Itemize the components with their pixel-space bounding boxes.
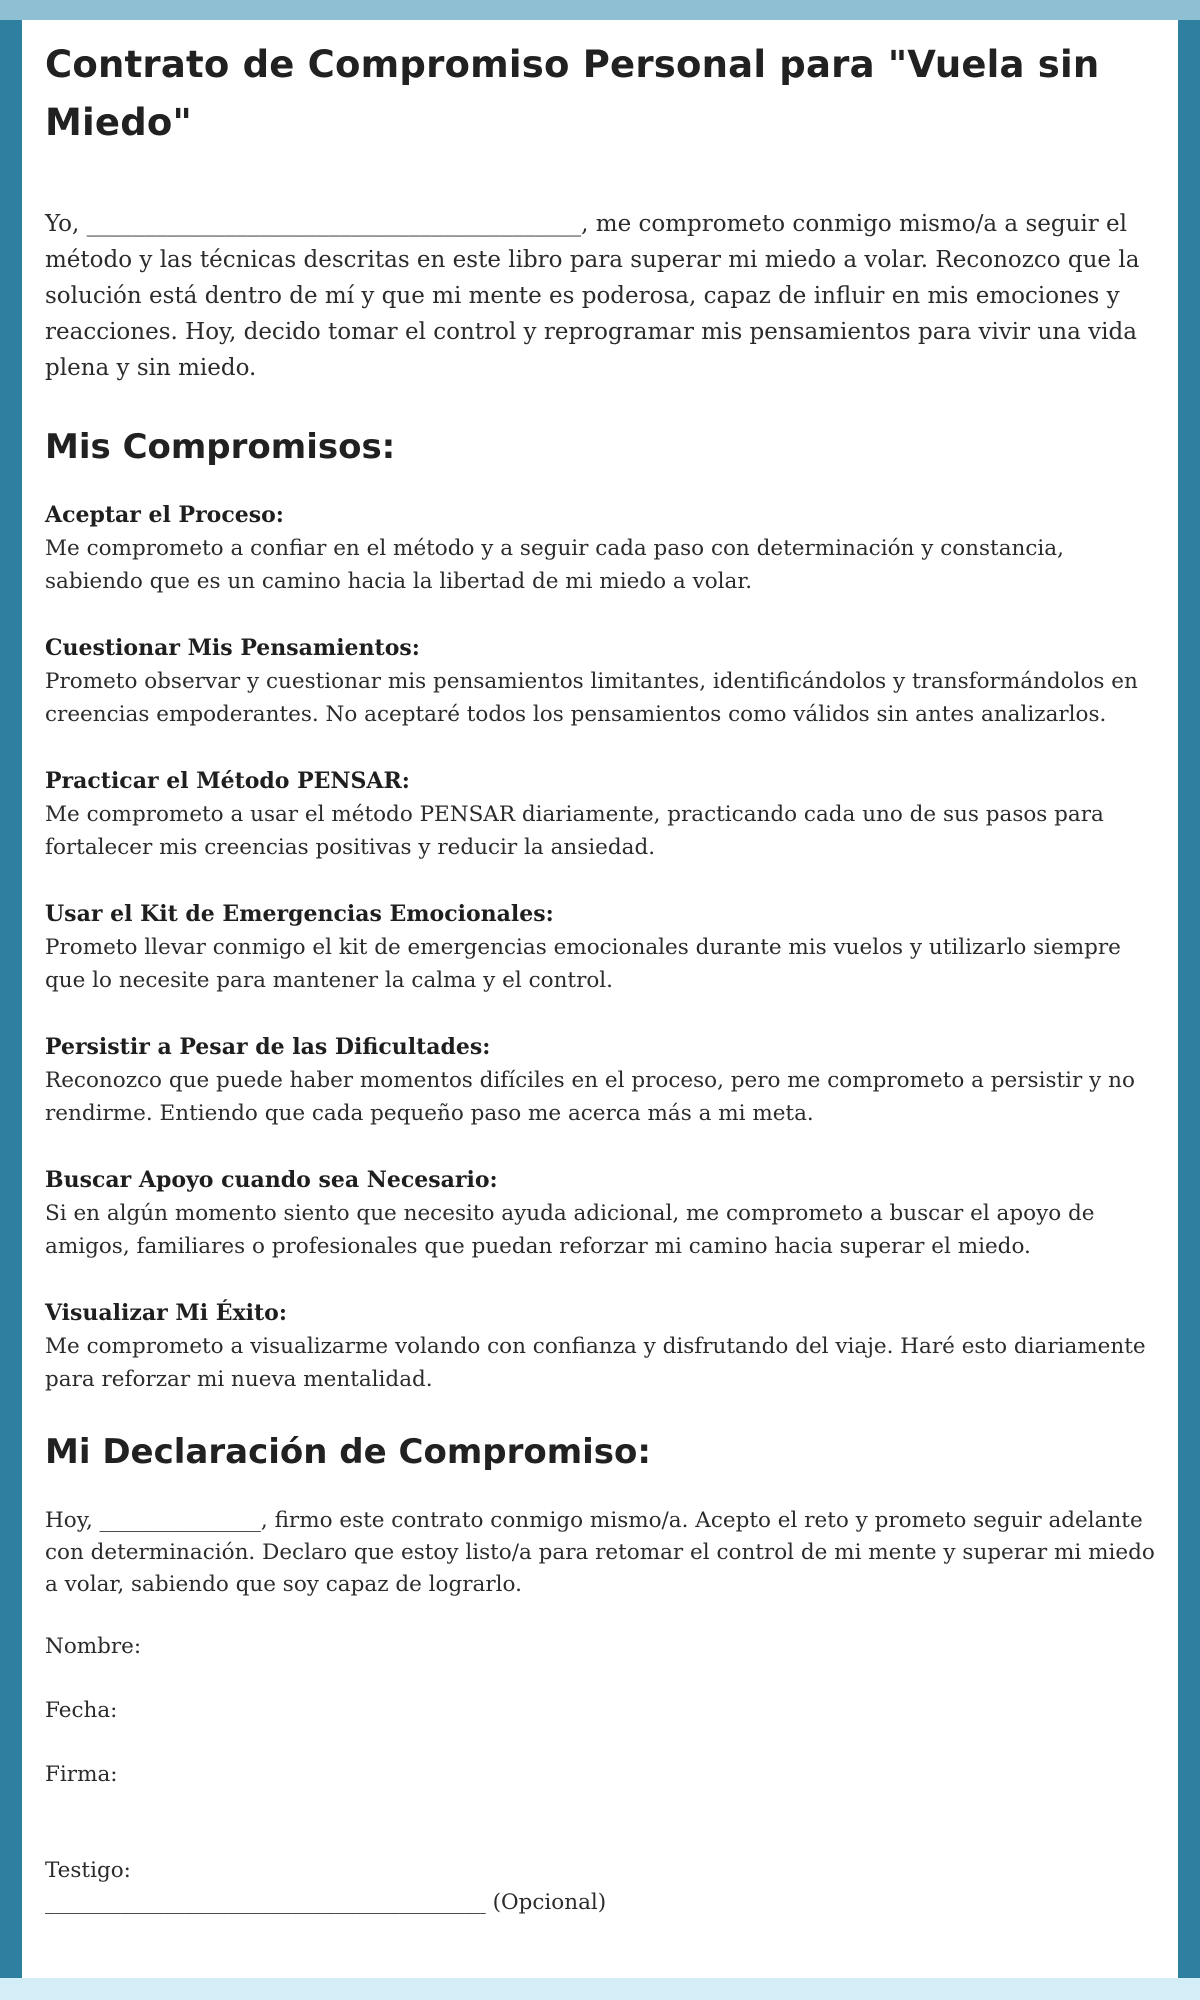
commitments-heading: Mis Compromisos: bbox=[45, 427, 396, 467]
commitment-item bbox=[45, 631, 1155, 731]
commitments-list bbox=[45, 498, 1155, 1396]
commitment-text: Me comprometo a visualizarme volando con confianza y disfrutando del viaje. Haré esto diariamente para reforzar mi nueva mentalidad. bbox=[45, 1334, 1146, 1392]
declaration-heading: Mi Declaración de Compromiso: bbox=[45, 1432, 651, 1472]
commitment-item bbox=[45, 1296, 1155, 1396]
bottom-border bbox=[0, 1978, 1200, 2000]
commitment-item bbox=[45, 1163, 1155, 1263]
top-border bbox=[0, 0, 1200, 20]
name-field-label: Nombre: bbox=[45, 1634, 142, 1659]
date-field-label: Fecha: bbox=[45, 1698, 118, 1723]
commitment-title: Usar el Kit de Emergencias Emocionales: bbox=[45, 901, 554, 927]
document-page bbox=[22, 20, 1178, 1978]
commitment-item bbox=[45, 897, 1155, 997]
left-border bbox=[0, 20, 22, 1980]
witness-signature-line: _________________________________________ (Opcional) bbox=[45, 1890, 607, 1915]
commitment-item bbox=[45, 498, 1155, 598]
right-border bbox=[1178, 20, 1200, 1980]
intro-paragraph: Yo, ___________________________________________, me comprometo conmigo mismo/a a seguir el método y las técnicas descritas en este libro para superar mi miedo a volar. Reconozco que la solución está dentro de mí y que mi mente es poderosa, capaz de influir en mis emociones y reacciones. Hoy, decido tomar el control y reprogramar mis pensamientos para vivir una vida plena y sin miedo. bbox=[45, 211, 1140, 381]
commitment-text: Me comprometo a confiar en el método y a seguir cada paso con determinación y constancia, sabiendo que es un camino hacia la libertad de mi miedo a volar. bbox=[45, 536, 1064, 594]
commitment-title: Buscar Apoyo cuando sea Necesario: bbox=[45, 1167, 498, 1193]
commitment-title: Cuestionar Mis Pensamientos: bbox=[45, 635, 420, 661]
commitment-text: Me comprometo a usar el método PENSAR diariamente, practicando cada uno de sus pasos para fortalecer mis creencias positivas y reducir la ansiedad. bbox=[45, 802, 1104, 860]
declaration-paragraph: Hoy, _______________, firmo este contrato conmigo mismo/a. Acepto el reto y prometo seguir adelante con determinación. Declaro que estoy listo/a para retomar el control de mi mente y superar mi miedo a volar, sabiendo que soy capaz de lograrlo. bbox=[45, 1508, 1155, 1597]
commitment-title: Aceptar el Proceso: bbox=[45, 502, 284, 528]
document-title: Contrato de Compromiso Personal para "Vuela sin Miedo" bbox=[45, 43, 1100, 144]
commitment-title: Persistir a Pesar de las Dificultades: bbox=[45, 1034, 491, 1060]
commitment-item bbox=[45, 1030, 1155, 1130]
commitment-text: Si en algún momento siento que necesito ayuda adicional, me comprometo a buscar el apoyo de amigos, familiares o profesionales que puedan reforzar mi camino hacia superar el miedo. bbox=[45, 1201, 1095, 1259]
commitment-text: Prometo observar y cuestionar mis pensamientos limitantes, identificándolos y transformándolos en creencias empoderantes. No aceptaré todos los pensamientos como válidos sin antes analizarlos. bbox=[45, 669, 1138, 727]
commitment-title: Visualizar Mi Éxito: bbox=[45, 1300, 287, 1326]
commitment-title: Practicar el Método PENSAR: bbox=[45, 768, 410, 794]
witness-field-label: Testigo: bbox=[45, 1858, 131, 1883]
commitment-text: Prometo llevar conmigo el kit de emergencias emocionales durante mis vuelos y utilizarlo siempre que lo necesite para mantener la calma y el control. bbox=[45, 935, 1121, 993]
commitment-text: Reconozco que puede haber momentos difíciles en el proceso, pero me comprometo a persistir y no rendirme. Entiendo que cada pequeño paso me acerca más a mi meta. bbox=[45, 1068, 1135, 1126]
signature-field-label: Firma: bbox=[45, 1762, 118, 1787]
commitment-item bbox=[45, 764, 1155, 864]
